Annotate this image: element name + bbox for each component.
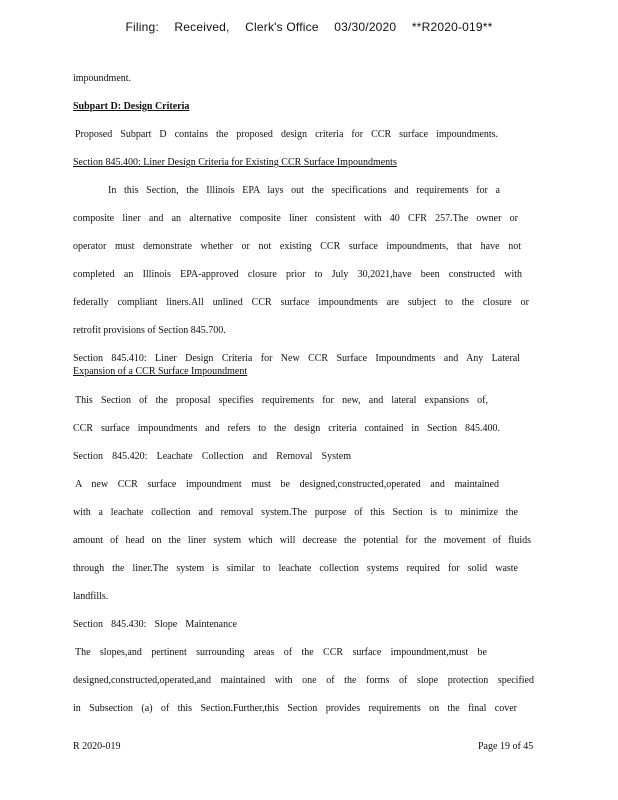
section-heading: Section 845.400: Liner Design Criteria for Existing CCR Surface Impoundments [73,157,397,168]
text-line: This Section of the proposal specifies requirements for new, and lateral expansions of, [75,395,488,406]
text-line: composite liner and an alternative composite liner consistent with 40 CFR 257.The owner or [73,213,518,224]
clerks-office-label: Clerk's Office [245,20,319,34]
section-heading-continued: Expansion of a CCR Surface Impoundment [73,366,248,377]
received-label: Received, [174,20,230,34]
text-line: completed an Illinois EPA-approved closure prior to July 30,2021,have been constructed with [73,269,522,280]
text-line: retrofit provisions of Section 845.700. [73,325,226,336]
text-line: with a leachate collection and removal system.The purpose of this Section is to minimize the [73,507,518,518]
section-heading: Section 845.430: Slope Maintenance [73,619,237,630]
text-line: In this Section, the Illinois EPA lays out the specifications and requirements for a [108,185,500,196]
section-heading: Section 845.420: Leachate Collection and Removal System [73,451,351,462]
text-line: designed,constructed,operated,and maintained with one of the forms of slope protection specified [73,675,534,686]
text-line: landfills. [73,591,109,602]
text-line: federally compliant liners.All unlined CCR surface impoundments are subject to the closure or [73,297,529,308]
filing-header [0,20,618,34]
filing-date: 03/30/2020 [334,20,397,34]
footer-page-number: Page 19 of 45 [478,741,534,752]
footer-docket: R 2020-019 [73,741,121,752]
text-line: A new CCR surface impoundment must be designed,constructed,operated and maintained [75,479,499,490]
text-line: in Subsection (a) of this Section.Further,this Section provides requirements on the final cover [73,703,517,714]
text-line: amount of head on the liner system which will decrease the potential for the movement of fluids [73,535,531,546]
text-line: Proposed Subpart D contains the proposed design criteria for CCR surface impoundments. [75,129,498,140]
docket-number: **R2020-019** [411,20,493,34]
text-line: through the liner.The system is similar to leachate collection systems required for solid waste [73,563,518,574]
filing-label: Filing: [125,20,159,34]
text-line: CCR surface impoundments and refers to the design criteria contained in Section 845.400. [73,423,500,434]
text-line: The slopes,and pertinent surrounding areas of the CCR surface impoundment,must be [75,647,487,658]
subpart-heading: Subpart D: Design Criteria [73,101,190,112]
text-line: impoundment. [73,73,132,84]
section-heading: Section 845.410: Liner Design Criteria for New CCR Surface Impoundments and Any Lateral [73,353,520,364]
text-line: operator must demonstrate whether or not existing CCR surface impoundments, that have not [73,241,521,252]
